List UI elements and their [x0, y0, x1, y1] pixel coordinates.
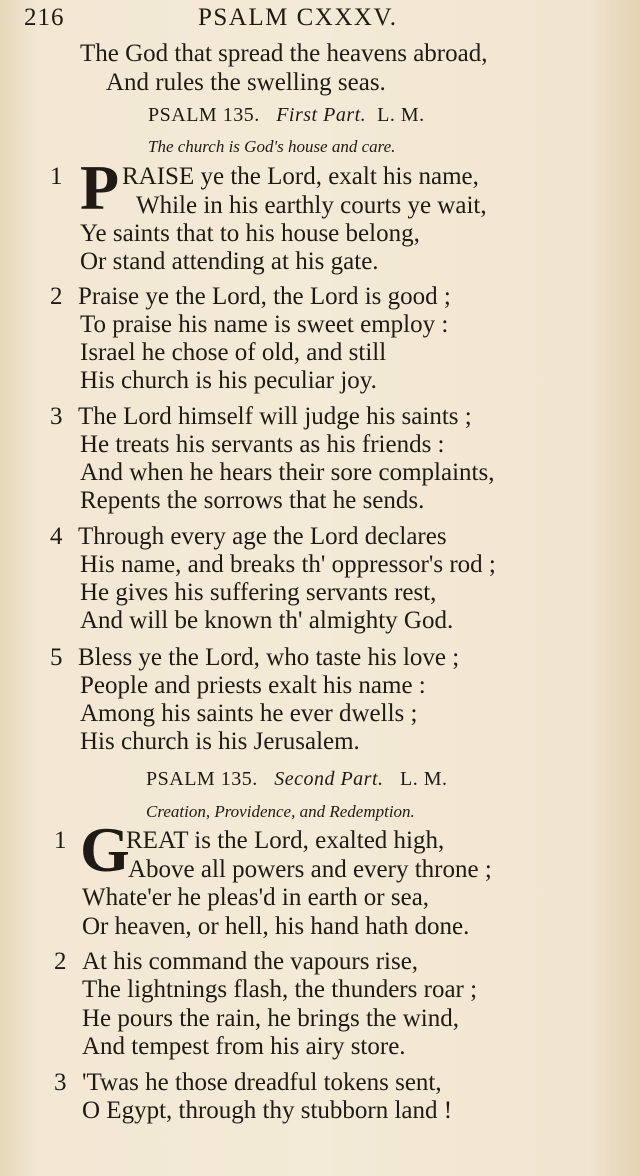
verse-line: O Egypt, through thy stubborn land !	[82, 1097, 453, 1124]
part1-title-part: First Part.	[276, 104, 367, 126]
drop-cap: G	[80, 814, 130, 885]
part2-title-meter: L. M.	[400, 768, 448, 790]
verse-line: Or stand attending at his gate.	[80, 248, 379, 275]
stanza-number: 5	[50, 644, 63, 671]
running-head: PSALM CXXXV.	[198, 4, 398, 31]
verse-line: And when he hears their sore complaints,	[80, 459, 495, 486]
verse-line: And tempest from his airy store.	[82, 1033, 406, 1060]
verse-line: His church is his Jerusalem.	[80, 728, 360, 755]
stanza-number: 2	[50, 283, 63, 310]
verse-line: REAT is the Lord, exalted high,	[126, 827, 445, 854]
verse-line: 'Twas he those dreadful tokens sent,	[82, 1069, 442, 1096]
part1-title	[148, 104, 425, 127]
part1-title-meter: L. M.	[377, 104, 425, 126]
part1-subtitle: The church is God's house and care.	[148, 137, 396, 156]
verse-line: And will be known th' almighty God.	[80, 607, 454, 634]
verse-line: To praise his name is sweet employ :	[80, 311, 449, 338]
verse-line: He pours the rain, he brings the wind,	[82, 1005, 460, 1032]
verse-line: Or heaven, or hell, his hand hath done.	[82, 913, 470, 940]
part2-title-psalm: PSALM 135.	[146, 768, 258, 790]
part2-title-part: Second Part.	[274, 768, 384, 790]
page-header	[0, 4, 640, 34]
verse-line: His name, and breaks th' oppressor's rod ;	[80, 551, 496, 578]
stanza-number: 4	[50, 523, 63, 550]
verse-line: Through every age the Lord declares	[78, 523, 447, 550]
page-number: 216	[24, 4, 65, 31]
verse-line: Bless ye the Lord, who taste his love ;	[78, 644, 460, 671]
part2-subtitle: Creation, Providence, and Redemption.	[146, 802, 415, 821]
verse-line: Among his saints he ever dwells ;	[80, 700, 418, 727]
verse-line: People and priests exalt his name :	[80, 672, 426, 699]
verse-line: RAISE ye the Lord, exalt his name,	[122, 163, 479, 190]
stanza-number: 3	[54, 1069, 67, 1096]
verse-line: He treats his servants as his friends :	[80, 431, 445, 458]
stanza-number: 3	[50, 403, 63, 430]
verse-line: Ye saints that to his house belong,	[80, 220, 420, 247]
part2-title	[146, 768, 448, 791]
stanza-number: 1	[50, 163, 63, 190]
part1-title-psalm: PSALM 135.	[148, 104, 260, 126]
verse-line: Whate'er he pleas'd in earth or sea,	[82, 884, 430, 911]
carryover-line: And rules the swelling seas.	[106, 69, 386, 96]
verse-line: Repents the sorrows that he sends.	[80, 487, 425, 514]
verse-line: The Lord himself will judge his saints ;	[78, 403, 472, 430]
verse-line: Israel he chose of old, and still	[80, 339, 387, 366]
verse-line: Above all powers and every throne ;	[128, 856, 492, 883]
carryover-line: The God that spread the heavens abroad,	[80, 40, 488, 67]
verse-line: The lightnings flash, the thunders roar ;	[82, 976, 478, 1003]
verse-line: He gives his suffering servants rest,	[80, 579, 437, 606]
stanza-number: 2	[54, 948, 67, 975]
verse-line: At his command the vapours rise,	[82, 948, 419, 975]
verse-line: His church is his peculiar joy.	[80, 367, 377, 394]
stanza-number: 1	[54, 827, 67, 854]
drop-cap: P	[80, 152, 120, 223]
verse-line: Praise ye the Lord, the Lord is good ;	[78, 283, 451, 310]
verse-line: While in his earthly courts ye wait,	[136, 192, 487, 219]
